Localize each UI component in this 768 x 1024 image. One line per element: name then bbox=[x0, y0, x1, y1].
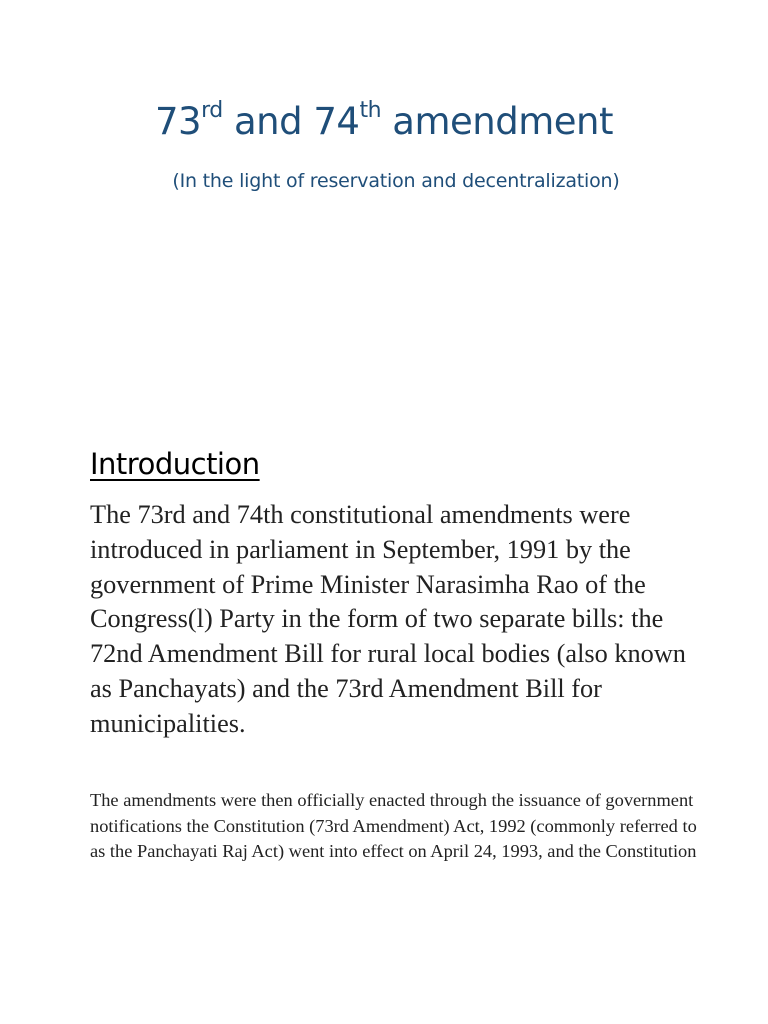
lead-paragraph: The 73rd and 74th constitutional amendments were introduced in parliament in September, 1991 by the government of Prime Minister Narasimha Rao of the Congress(l) Party in the form of two separate bills: the 72nd Amendment Bill for rural local bodies (also known as Panchayats) and the 73rd Amendment Bill for municipalities. bbox=[90, 500, 686, 738]
title-number-73: 73 bbox=[155, 100, 202, 143]
title-superscript-th: th bbox=[359, 97, 382, 123]
body-paragraph: The amendments were then officially enacted through the issuance of government notifications the Constitution (73rd Amendment) Act, 1992 (commonly referred to as the Panchayati Raj Act) went into effect on April 24, 1993, and the Constitution bbox=[90, 790, 697, 861]
title-superscript-rd: rd bbox=[201, 97, 223, 123]
title-middle-text: and 74 bbox=[222, 100, 360, 143]
section-heading-introduction: Introduction bbox=[90, 447, 260, 481]
document-subtitle: (In the light of reservation and decentralization) bbox=[172, 170, 620, 192]
document-title bbox=[0, 96, 768, 148]
title-end-text: amendment bbox=[381, 100, 613, 143]
